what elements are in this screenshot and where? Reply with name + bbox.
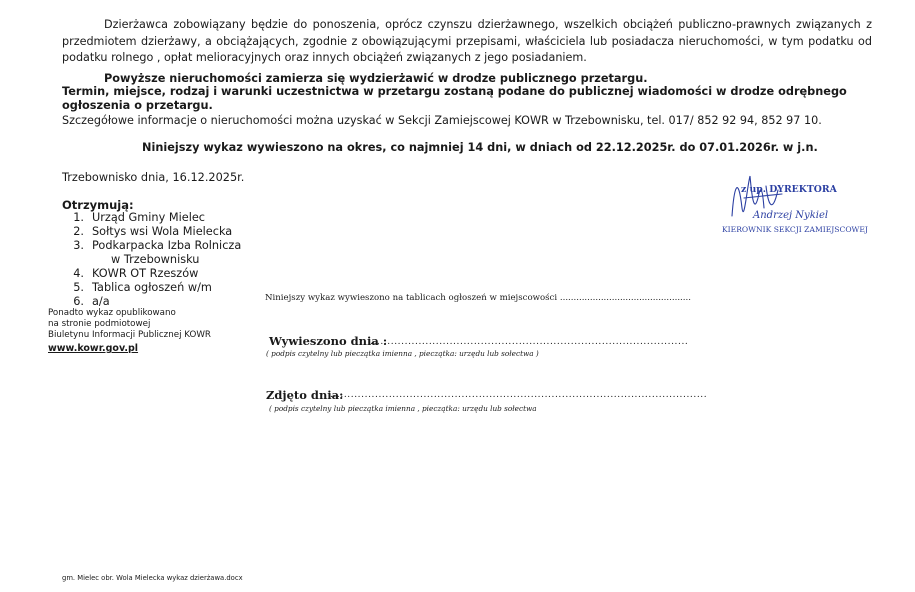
contact-info: Szczegółowe informacje o nieruchomości można uzyskać w Sekcji Zamiejscowej KOWR w Trzebownisku, tel. 017/ 852 92 94, 852 97 10. xyxy=(62,114,822,127)
recipients-list xyxy=(62,211,241,309)
list-item: w Trzebownisku xyxy=(111,253,200,266)
list-item: 6. a/a xyxy=(73,295,110,308)
hung-date-label: Wywieszono dnia : xyxy=(269,334,388,348)
stamp-name: Andrzej Nykiel xyxy=(753,210,829,221)
removed-signature-note: ( podpis czytelny lub pieczątka imienna , pieczątka: urzędu lub sołectwa xyxy=(269,404,537,413)
tender-terms: Termin, miejsce, rodzaj i warunki uczestnictwa w przetargu zostaną podane do publicznej wiadomości w drodze odrębnego ogłoszenia o przetargu. xyxy=(62,85,847,112)
list-item: 5. Tablica ogłoszeń w/m xyxy=(73,281,212,294)
removed-date-label: Zdjęto dnia: xyxy=(266,388,344,402)
kowr-website-link[interactable]: www.kowr.gov.pl xyxy=(48,343,139,354)
tender-intent: Powyższe nieruchomości zamierza się wydzierżawić w drodze publicznego przetargu. xyxy=(104,72,648,85)
list-item: 2. Sołtys wsi Wola Mielecka xyxy=(73,225,233,238)
stamp-role: KIEROWNIK SEKCJI ZAMIEJSCOWEJ xyxy=(722,225,868,234)
lease-obligations-text: Dzierżawca zobowiązany będzie do ponoszenia, oprócz czynszu dzierżawnego, wszelkich obciążeń publiczno-prawnych związanych z przedmiotem dzierżawy, a obciążających, zgodnie z obowiązującymi przepisami, właściciela lub posiadacza nieruchomości, w tym podatku od podatku rolnego , opłat melioracyjnych oraz innych obciążeń związanych z jego posiadaniem. xyxy=(62,18,872,64)
bip-note-line3: Biuletynu Informacji Publicznej KOWR xyxy=(48,330,211,340)
bip-note-line2: na stronie podmiotowej xyxy=(48,319,151,329)
hung-date-field: ............................................................................................ xyxy=(370,337,689,347)
issue-date: Trzebownisko dnia, 16.12.2025r. xyxy=(62,171,245,184)
bip-note-line1: Ponadto wykaz opublikowano xyxy=(48,308,176,318)
file-name-footer: gm. Mielec obr. Wola Mielecka wykaz dzierżawa.docx xyxy=(62,574,243,582)
recipients-heading: Otrzymują: xyxy=(62,198,134,212)
removed-date-field: ............................................................................................................. xyxy=(330,390,708,400)
lease-obligations-paragraph xyxy=(62,17,872,67)
list-item: 3. Podkarpacka Izba Rolnicza xyxy=(73,239,242,252)
hung-signature-note: ( podpis czytelny lub pieczątka imienna , pieczątka: urzędu lub sołectwa ) xyxy=(266,349,539,358)
list-item: 4. KOWR OT Rzeszów xyxy=(73,267,199,280)
list-item: 1. Urząd Gminy Mielec xyxy=(73,211,205,224)
posting-period: Niniejszy wykaz wywieszono na okres, co najmniej 14 dni, w dniach od 22.12.2025r. do 07.01.2026r. w j.n. xyxy=(142,141,818,154)
stamp-director: z up. DYREKTORA xyxy=(741,184,837,195)
posting-location-line: Niniejszy wykaz wywieszono na tablicach ogłoszeń w miejscowości ................................................ xyxy=(265,293,691,303)
